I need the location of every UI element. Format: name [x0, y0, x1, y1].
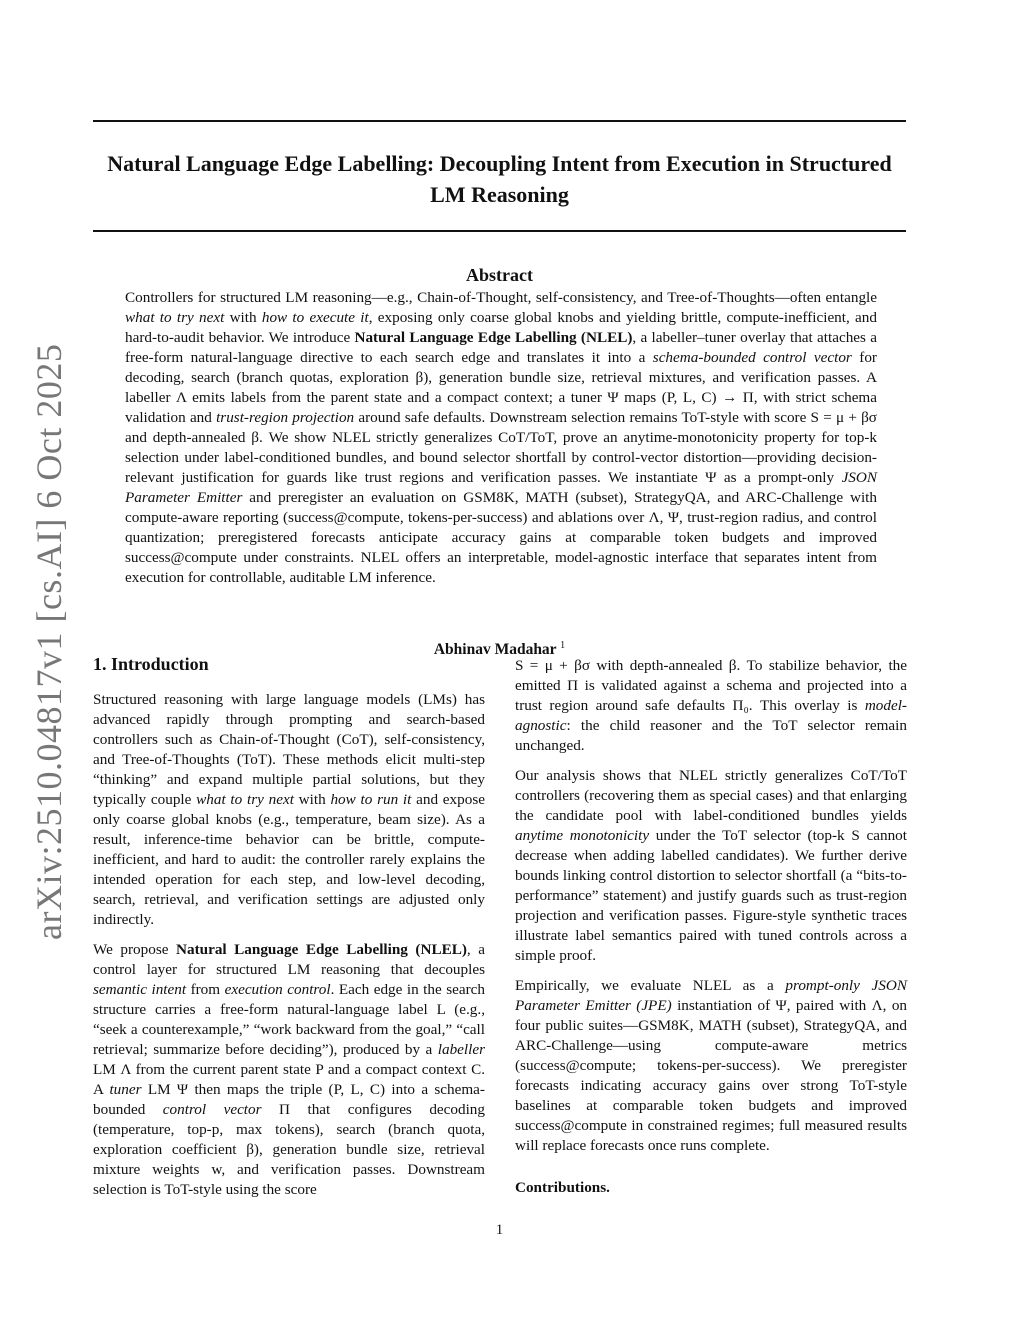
title-bottom-rule — [93, 230, 906, 232]
intro-paragraph-3: S = μ + βσ with depth-annealed β. To stabilize behavior, the emitted Π is validated against a schema and projected into a trust region around safe defaults Π₀. This overlay is model-agnostic: the child reasoner and the ToT selector remain unchanged. — [515, 657, 907, 754]
title-top-rule — [93, 120, 906, 122]
author-affiliation-mark: 1 — [560, 640, 566, 651]
intro-paragraph-2: We propose Natural Language Edge Labelling (NLEL), a control layer for structured LM reasoning that decouples semantic intent from execution control. Each edge in the search structure carries a free-form natural-language label L (e.g., “seek a counterexample,” “work backward from the goal,” “call retrieval; summarize before deciding”), produced by a labeller LM Λ from the current parent state P and a compact context C. A tuner LM Ψ then maps the triple (P, L, C) into a schema-bounded control vector Π that configures decoding (temperature, top-p, max tokens), search (branch quota, exploration coefficient β), generation bundle size, retrieval mixture weights w, and verification passes. Downstream selection is ToT-style using the score — [93, 941, 485, 1198]
intro-paragraph-1: Structured reasoning with large language models (LMs) has advanced rapidly through prompting and search-based controllers such as Chain-of-Thought (CoT), self-consistency, and Tree-of-Thoughts (ToT). These methods elicit multi-step “thinking” and expand multiple partial solutions, but they typically couple what to try next with how to run it and expose only coarse global knobs (e.g., temperature, beam size). As a result, inference-time behavior can be brittle, compute-inefficient, and hard to audit: the controller rarely explains the intended operation for each step, and low-level decoding, search, retrieval, and verification settings are adjusted only indirectly. — [93, 691, 485, 928]
paper-title: Natural Language Edge Labelling: Decoupling Intent from Execution in Structured LM Reasoning — [107, 151, 892, 207]
section-heading-introduction: 1. Introduction — [93, 654, 209, 674]
page-number: 1 — [495, 1222, 504, 1238]
intro-paragraph-4: Our analysis shows that NLEL strictly generalizes CoT/ToT controllers (recovering them as special cases) and that enlarging the candidate pool with label-conditioned bundles yields anytime monotonicity under the ToT selector (top-k S cannot decrease when adding labelled candidates). We further derive bounds linking control distortion to selector shortfall (a “bits-to-performance” statement) and justify guards such as trust-region projection and verification passes. Figure-style synthetic traces illustrate label semantics paired with tuned controls across a simple proof. — [515, 767, 907, 964]
author-line: Abhinav Madahar $^1$ — [433, 640, 566, 659]
right-column — [515, 656, 907, 1198]
contributions-heading: Contributions. — [515, 1179, 610, 1196]
intro-paragraph-5: Empirically, we evaluate NLEL as a prompt-only JSON Parameter Emitter (JPE) instantiation of Ψ, paired with Λ, on four public suites—GSM8K, MATH (subset), StrategyQA, and ARC-Challenge—using compute-aware metrics (success@compute; tokens-per-success). We preregister forecasts indicating accuracy gains over strong ToT-style baselines at comparable token budgets and improved success@compute in constrained regimes; full measured results will replace forecasts once runs complete. — [515, 977, 908, 1154]
arxiv-identifier: arXiv:2510.04817v1 [cs.AI] 6 Oct 2025 — [29, 343, 69, 940]
left-column — [93, 650, 485, 1210]
abstract-heading: Abstract — [466, 265, 533, 285]
abstract-body: Controllers for structured LM reasoning—e.g., Chain-of-Thought, self-consistency, and Tree-of-Thoughts—often entangle what to try next with how to execute it, exposing only coarse global knobs and yielding brittle, compute-inefficient, and hard-to-audit behavior. We introduce Natural Language Edge Labelling (NLEL), a labeller–tuner overlay that attaches a free-form natural-language directive to each search edge and translates it into a schema-bounded control vector for decoding, search (branch quotas, exploration β), generation bundle size, retrieval mixtures, and verification passes. A labeller Λ emits labels from the parent state and a compact context; a tuner Ψ maps (P, L, C) → Π, with strict schema validation and trust-region projection around safe defaults. Downstream selection remains ToT-style with score S = μ + βσ and depth-annealed β. We show NLEL strictly generalizes CoT/ToT, prove an anytime-monotonicity property for top-k selection under label-conditioned bundles, and bound selector shortfall by control-vector distortion—providing decision-relevant justification for guards like trust regions and verification passes. We instantiate Ψ as a prompt-only JSON Parameter Emitter and preregister an evaluation on GSM8K, MATH (subset), StrategyQA, and ARC-Challenge with compute-aware reporting (success@compute, tokens-per-success) and ablations over Λ, Ψ, trust-region radius, and control quantization; preregistered forecasts anticipate accuracy gains at comparable token budgets and improved success@compute under constraints. NLEL offers an interpretable, model-agnostic interface that separates intent from execution for controllable, auditable LM inference. — [125, 289, 878, 586]
